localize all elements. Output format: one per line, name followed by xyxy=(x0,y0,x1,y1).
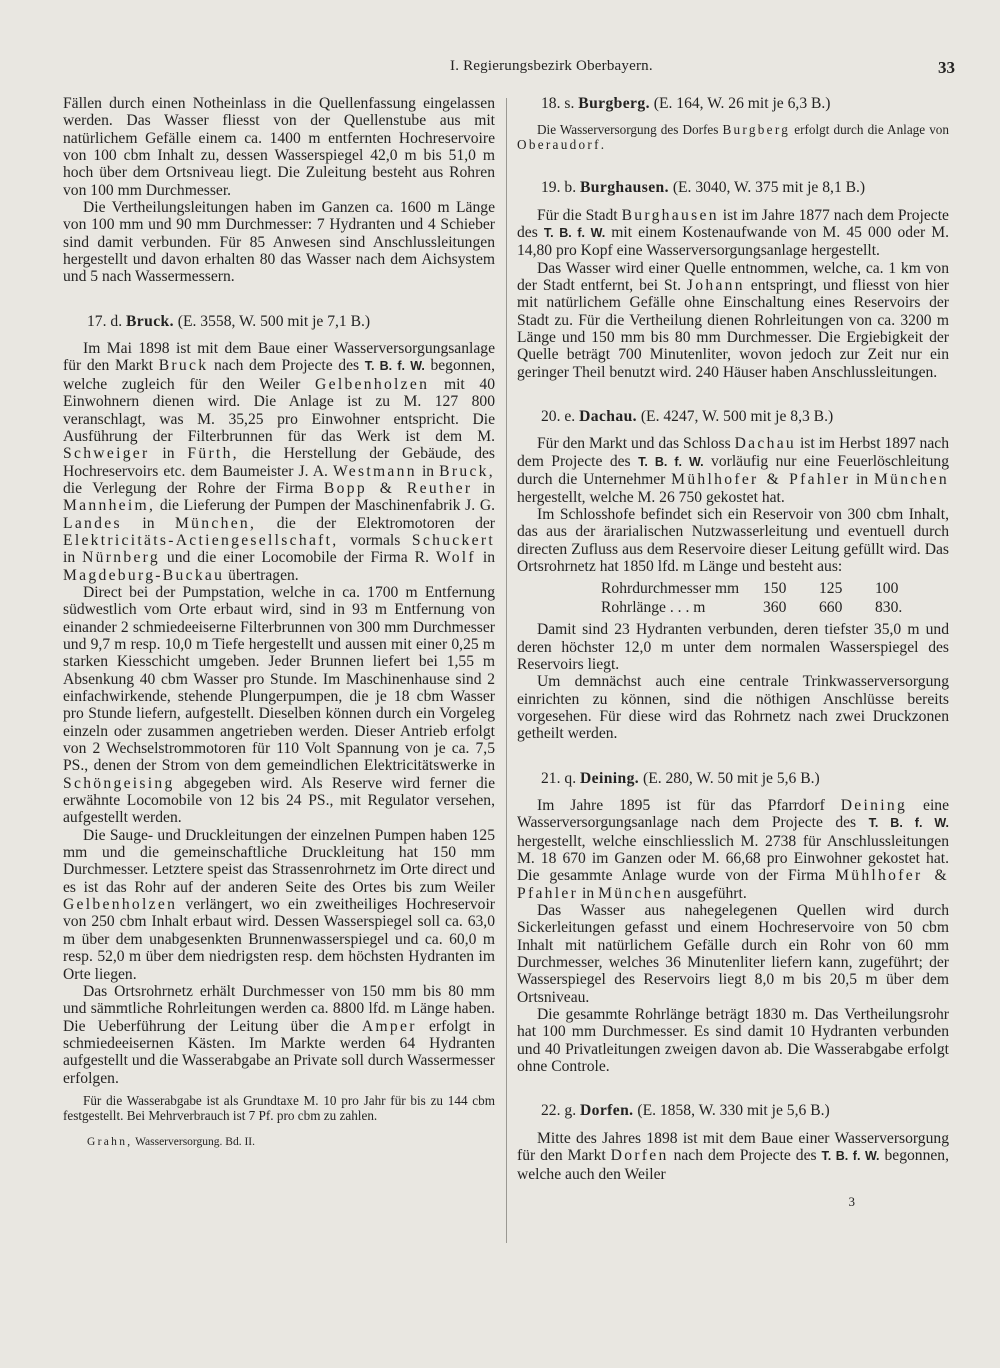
paragraph-burghausen-source: Das Wasser wird einer Quelle entnommen, welche, ca. 1 km von der Stadt entfernt, bei St. Johann entspringt, und fliesst von hier mit natürlichem Gefälle ohne Einschaltung eines Reservoirs der Stadt zu. Für die Vertheilung dienen Rohrleitungen von ca. 3200 m Länge und 150 mm bis 80 mm Durchmesser. Die Ergiebigkeit der Quelle beträgt 700 Minutenliter, wovon jedoch zur Zeit nur ein geringer Theil benutzt wird. 240 Häuser haben Anschlussleitungen. xyxy=(517,259,949,381)
table-cell: 150 xyxy=(763,580,787,598)
entry-place: Burghausen. xyxy=(580,179,669,197)
entry-heading-deining xyxy=(517,770,949,787)
entry-stats: (E. 3558, W. 500 mit je 7,1 B.) xyxy=(177,312,371,330)
table-row-label: Rohrdurchmesser mm xyxy=(601,580,740,598)
table-cell: 100 xyxy=(875,580,899,598)
entry-place: Bruck. xyxy=(126,312,174,330)
paragraph-continuation: Fällen durch einen Notheinlass in die Quellenfassung eingelassen werden. Das Wasser fliesst von der Quellenstube aus mit natürlichem Gefälle einem ca. 1400 m entfernten Hochreservoire von 100 cbm Inhalt zu, dessen Wasserspiegel 42,0 m bis 51,0 m hoch über dem Ortsniveau liegt. Die Zuleitung besteht aus Rohren von 100 mm Durchmesser. xyxy=(63,95,495,199)
running-title: I. Regierungsbezirk Oberbayern. xyxy=(450,58,653,74)
paragraph-dachau-reservoir: Im Schlosshofe befindet sich ein Reservoir von 300 cbm Inhalt, das aus der ärarialischen Nutzwasserleitung und eventuell durch directen Zufluss aus dem Reservoire dieser Leitung gefüllt wird. Das Ortsrohrnetz hat 1850 lfd. m Länge und besteht aus: xyxy=(517,505,949,575)
paragraph-burgberg: Die Wasserversorgung des Dorfes Burgberg erfolgt durch die Anlage von Oberaudorf. xyxy=(517,122,949,153)
table-row-label: Rohrlänge . . . m xyxy=(601,599,706,617)
paragraph-deining-springs: Das Wasser aus nahegelegenen Quellen wird durch Sickerleitungen gefasst und einem Hochreservoire von 50 cbm Inhalt mit natürlichem Gefälle durch ein Rohr von 60 mm Durchmesser, welches 36 Minutenliter liefern kann, zugeführt; der Wasserspiegel des Reservoirs liegt 8,0 m bis 20,5 m über dem Ortsniveau. xyxy=(517,902,949,1006)
pipe-table xyxy=(601,579,949,617)
entry-stats: (E. 3040, W. 375 mit je 8,1 B.) xyxy=(672,179,866,197)
paragraph-tariff-note: Für die Wasserabgabe ist als Grundtaxe M. 10 pro Jahr für bis zu 144 cbm festgestellt. Bei Mehrverbrauch ist 7 Pf. pro cbm zu zahlen. xyxy=(63,1092,495,1123)
table-row xyxy=(601,598,949,617)
paragraph-dachau-hydrants: Damit sind 23 Hydranten verbunden, deren tiefster 35,0 m und deren höchster 12,0 m unter dem normalen Wasserspiegel des Reservoirs liegt. xyxy=(517,621,949,673)
entry-heading-burghausen xyxy=(517,179,949,196)
source-line: Grahn, Wasserversorgung. Bd. II. xyxy=(87,1135,256,1148)
paragraph-dorfen-intro: Mitte des Jahres 1898 ist mit dem Baue einer Wasserversorgung für den Markt Dorfen nach dem Projecte des T. B. f. W. begonnen, welche auch den Weiler xyxy=(517,1129,950,1183)
entry-number: 17. d. xyxy=(87,312,123,330)
entry-stats: (E. 4247, W. 500 mit je 8,3 B.) xyxy=(640,408,834,426)
table-cell: 660 xyxy=(819,599,843,617)
table-cell: 360 xyxy=(763,599,787,617)
entry-stats: (E. 164, W. 26 mit je 6,3 B.) xyxy=(653,95,831,112)
paragraph-deining-pipes: Die gesammte Rohrlänge beträgt 1830 m. Das Vertheilungsrohr hat 100 mm Durchmesser. Es sind damit 10 Hydranten verbunden und 40 Privatleitungen zweigen davon ab. Die Wasserabgabe erfolgt ohne Controle. xyxy=(517,1006,949,1076)
paragraph-burghausen-intro: Für die Stadt Burghausen ist im Jahre 1877 nach dem Projecte des T. B. f. W. mit einem Kostenaufwande von M. 45 000 oder M. 14,80 pro Kopf eine Wasserversorgungsanlage hergestellt. xyxy=(517,206,950,260)
paragraph-bruck-intro: Im Mai 1898 ist mit dem Baue einer Wasserversorgungsanlage für den Markt Bruck nach dem Projecte des T. B. f. W. begonnen, welche zugleich für den Weiler Gelbenholzen mit 40 Einwohnern dienen wird. Die Anlage ist zu M. 127 800 veranschlagt, was M. 35,25 pro Einwohner entspricht. Die Ausführung der Filterbrunnen für das Werk ist dem M. Schweiger in Fürth, die Herstellung der Gebäude, des Hochreservoirs etc. dem Baumeister J. A. Westmann in Bruck, die Verlegung der Rohre der Firma Bopp & Reuther in Mannheim, die Lieferung der Pumpen der Maschinenfabrik J. G. Landes in München, die der Elektromotoren der Elektricitäts-Actiengesellschaft, vormals Schuckert in Nürnberg und die einer Locomobile der Firma R. Wolf in Magdeburg-Buckau übertragen. xyxy=(63,340,496,584)
entry-heading-dorfen xyxy=(517,1102,949,1119)
column-divider xyxy=(506,98,507,1243)
tbfw-abbrev: T. B. f. W. xyxy=(364,359,425,374)
entry-heading-bruck xyxy=(63,313,495,330)
entry-stats: (E. 280, W. 50 mit je 5,6 B.) xyxy=(643,769,820,787)
signature-mark: 3 xyxy=(848,1193,855,1209)
page-number: 33 xyxy=(938,58,955,77)
left-column xyxy=(63,95,495,1149)
paragraph-deining-intro: Im Jahre 1895 ist für das Pfarrdorf Deining eine Wasserversorgungsanlage nach dem Projecte des T. B. f. W. hergestellt, welche einschliesslich M. 2738 für Anschlussleitungen M. 18 670 im Ganzen oder M. 66,68 pro Einwohner gekostet hat. Die gesammte Anlage wurde von der Firma Mühlhofer & Pfahler in München ausgeführt. xyxy=(517,796,950,902)
entry-heading-burgberg xyxy=(517,95,949,112)
entry-place: Burgberg. xyxy=(578,95,650,112)
entry-place: Dachau. xyxy=(579,408,637,426)
table-row xyxy=(601,579,949,598)
tbfw-abbrev: T. B. f. W. xyxy=(638,454,704,469)
right-column xyxy=(517,95,949,1210)
entry-number: 18. s. xyxy=(541,95,575,112)
paragraph-distribution: Die Vertheilungsleitungen haben im Ganzen ca. 1600 m Länge von 100 mm und 90 mm Durchmesser: 7 Hydranten und 4 Schieber sind damit verbunden. Für 85 Anwesen sind Anschlussleitungen hergestellt und davon erhalten 80 das Wasser nach dem Aichsystem und 5 nach Wassermessern. xyxy=(63,199,495,286)
entry-stats: (E. 1858, W. 330 mit je 5,6 B.) xyxy=(637,1102,830,1120)
paragraph-pumpstation: Direct bei der Pumpstation, welche in ca. 1700 m Entfernung südwestlich vom Orte erbaut wird, sind in 93 m Entfernung von einander 2 schmiedeeiserne Filterbrunnen von 300 mm Durchmesser und 9,7 m resp. 10,0 m Tiefe hergestellt und aussen mit einer 0,25 m starken Kiesschicht umgeben. Jeder Brunnen liefert bei 1,55 m Absenkung 40 cbm Wasser pro Stunde. Im Maschinenhause sind 2 einfachwirkende, stehende Plungerpumpen, die je 18 cbm Wasser pro Stunde liefern, aufgestellt. Dieselben können durch ein Vorgeleg einzeln oder zusammen angetrieben werden. Dieser Antrieb erfolgt von 2 Wechselstrommotoren für 110 Volt Spannung von je ca. 7,5 PS., denen der Strom von dem gemeindlichen Elektricitätswerke in Schöngeising abgegeben wird. Als Reserve wird ferner die erwähnte Locomobile von 12 bis 24 PS., mit Regulator versehen, aufgestellt werden. xyxy=(63,583,496,827)
entry-number: 19. b. xyxy=(541,179,577,197)
table-cell: 125 xyxy=(819,580,843,598)
paragraph-dachau-future: Um demnächst auch eine centrale Trinkwasserversorgung einrichten zu können, sind die nöthigen Anschlüsse bereits vorgesehen. Für diese wird das Rohrnetz nach zwei Druckzonen getheilt werden. xyxy=(517,673,949,743)
paragraph-network: Das Ortsrohrnetz erhält Durchmesser von 150 mm bis 80 mm und sämmtliche Rohrleitungen werden ca. 8800 lfd. m Länge haben. Die Ueberführung der Leitung über die Amper erfolgt in schmiedeeisernen Kästen. Im Markte werden 64 Hydranten aufgestellt und die Wasserabgabe an Private soll durch Wassermesser erfolgen. xyxy=(63,982,495,1087)
entry-number: 20. e. xyxy=(541,408,576,426)
entry-place: Dorfen. xyxy=(580,1102,634,1120)
tbfw-abbrev: T. B. f. W. xyxy=(543,226,606,241)
entry-number: 22. g. xyxy=(541,1102,577,1120)
paragraph-pipes: Die Sauge- und Druckleitungen der einzelnen Pumpen haben 125 mm und die gemeinschaftliche Druckleitung hat 150 mm Durchmesser. Letztere speist das Strassenrohrnetz im Orte direct und es ist das Rohr auf der anderen Seite des Ortes bis zum Weiler Gelbenholzen verlängert, wo ein zweitheiliges Hochreservoir von 250 cbm Inhalt erbaut wird. Dessen Wasserspiegel soll ca. 63,0 m über dem unabgesenkten Brunnenwasserspiegel und ca. 60,0 m resp. 52,0 m über dem niedrigsten resp. dem höchsten Hydranten im Orte liegen. xyxy=(63,826,495,983)
tbfw-abbrev: T. B. f. W. xyxy=(868,816,950,831)
entry-place: Deining. xyxy=(580,769,640,787)
tbfw-abbrev: T. B. f. W. xyxy=(821,1149,880,1164)
entry-number: 21. q. xyxy=(541,769,577,787)
paragraph-dachau-intro: Für den Markt und das Schloss Dachau ist im Herbst 1897 nach dem Projecte des T. B. f. W. vorläufig nur eine Feuerlöschleitung durch die Unternehmer Mühlhofer & Pfahler in München hergestellt, welche M. 26 750 gekostet hat. xyxy=(517,435,950,506)
entry-heading-dachau xyxy=(517,408,949,425)
page-header xyxy=(60,58,955,82)
table-cell: 830. xyxy=(875,599,903,617)
